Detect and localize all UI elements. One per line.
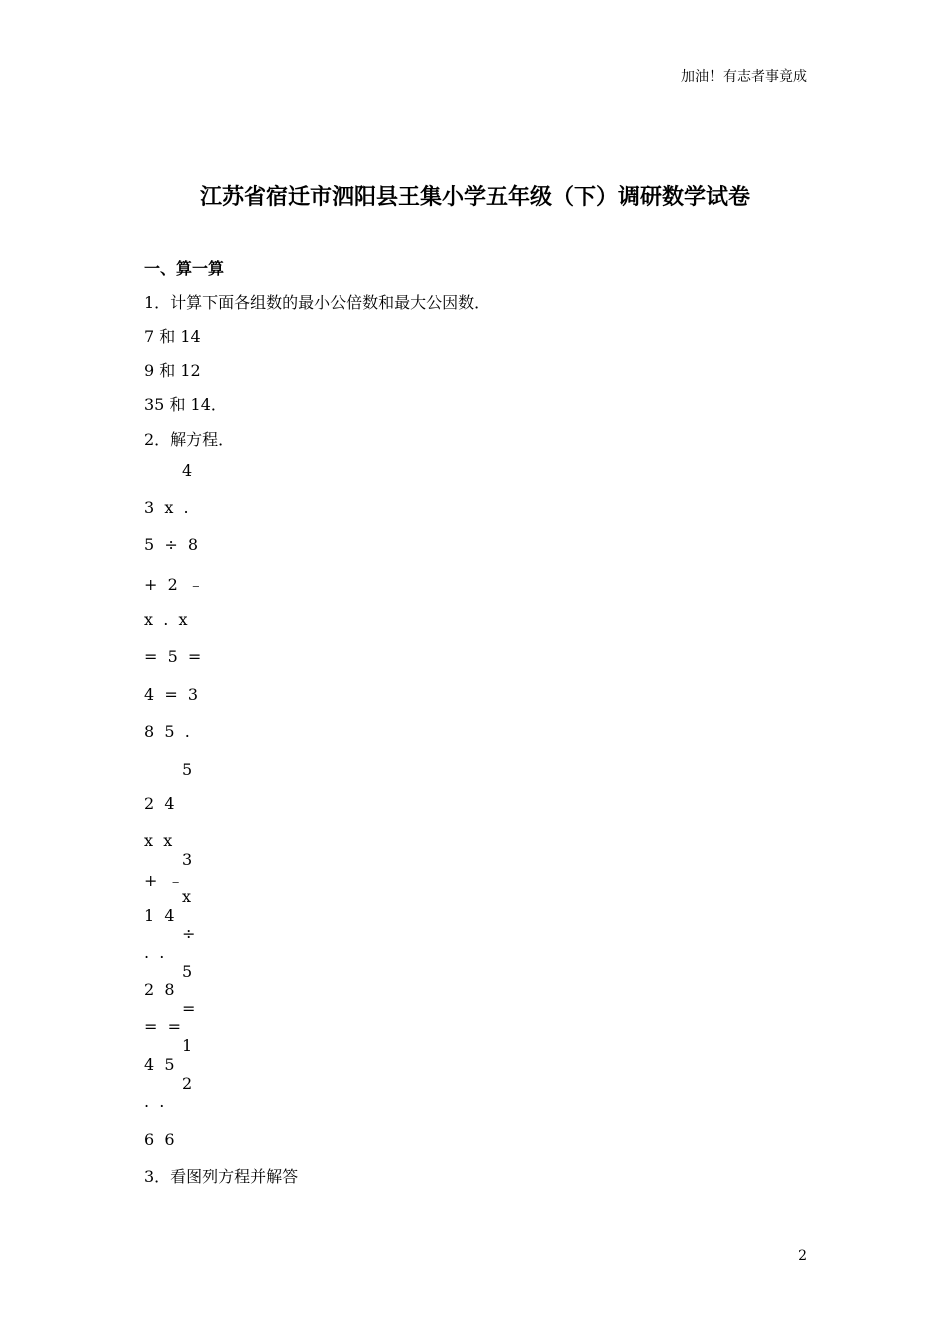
page-number: 2 (798, 1248, 807, 1264)
equation-2-line: 4 5 (144, 1055, 175, 1074)
equation-3-line: 5 (182, 962, 193, 981)
equation-1-line: 3 x . (144, 498, 189, 517)
equation-3-line: 3 (182, 850, 193, 869)
equation-1-line: 8 5 . (144, 722, 190, 741)
equation-2-line: 2 8 (144, 980, 175, 999)
section-heading: 一、算一算 (144, 259, 225, 278)
equation-2-line: x x (144, 831, 173, 850)
equation-1-line: + 2 ﹣ (144, 575, 204, 594)
equation-1-line: 4 (182, 461, 193, 480)
header-motto: 加油！有志者事竟成 (681, 69, 807, 85)
question-1: 1．计算下面各组数的最小公倍数和最大公因数． (144, 293, 491, 312)
equation-1-line: x . x (144, 610, 188, 629)
equation-1-line: 4 = 3 (144, 685, 199, 704)
equation-2-line: = = (144, 1017, 181, 1036)
question-1-item-c: 35 和 14． (144, 395, 227, 414)
equation-2-line: + ﹣ (144, 871, 184, 890)
question-2: 2．解方程． (144, 430, 235, 449)
equation-3-line: 2 (182, 1074, 193, 1093)
equation-3-line: ÷ (182, 924, 196, 943)
equation-2-line: 1 4 (144, 906, 175, 925)
equation-2-line: . . (144, 1092, 165, 1111)
equation-3-line: x (182, 887, 192, 906)
equation-1-line: = 5 = (144, 647, 202, 666)
equation-2-line: 6 6 (144, 1130, 175, 1149)
equation-1-line: 5 (182, 760, 193, 779)
page-title: 江苏省宿迁市泗阳县王集小学五年级（下）调研数学试卷 (199, 184, 750, 210)
question-1-item-b: 9 和 12 (144, 361, 201, 380)
equation-3-line: = (182, 999, 196, 1018)
question-3: 3．看图列方程并解答 (144, 1167, 299, 1186)
equation-2-line: 2 4 (144, 794, 175, 813)
equation-2-line: . . (144, 943, 165, 962)
question-1-item-a: 7 和 14 (144, 327, 201, 346)
equation-3-line: 1 (182, 1036, 193, 1055)
equation-1-line: 5 ÷ 8 (144, 535, 199, 554)
